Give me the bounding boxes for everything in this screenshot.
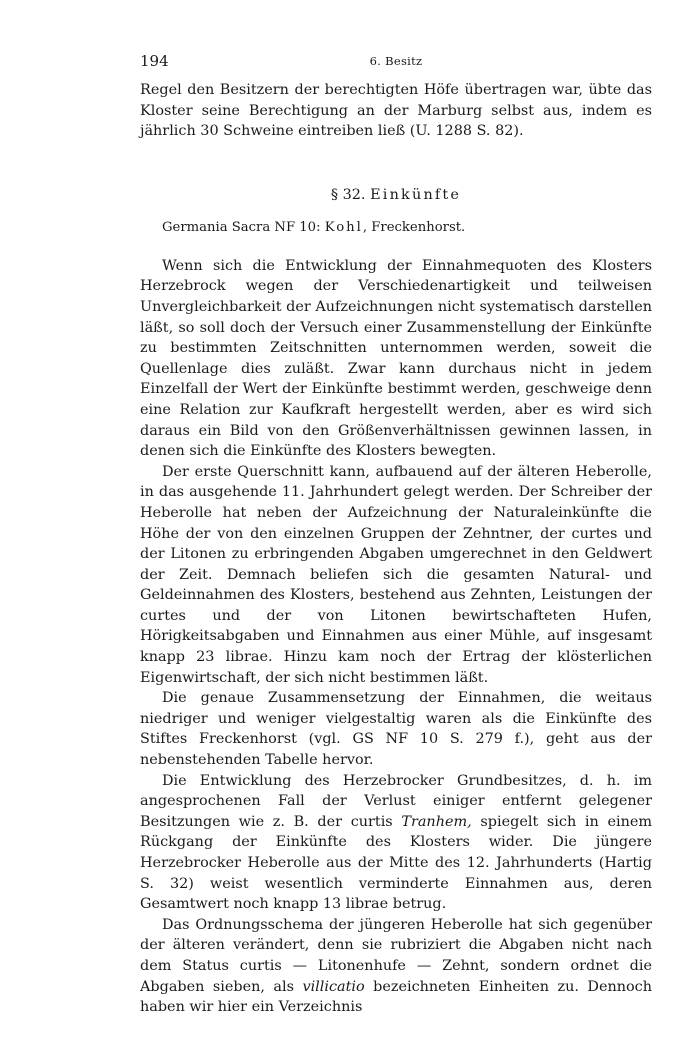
paragraph-5-text-b: bezeichneten Einheiten zu. Dennoch haben wir hier ein Verzeichnis [140, 978, 652, 1016]
continuation-paragraph: Regel den Besitzern der berechtigten Höfe übertragen war, übte das Kloster seine Berechtigung an der Marburg selbst aus, indem es jährlich 30 Schweine eintreiben ließ (U. 1288 S. 82). [140, 82, 652, 140]
page-number: 194 [140, 52, 169, 70]
paragraph-2: Der erste Querschnitt kann, aufbauend auf der älteren Heberolle, in das ausgehende 11. Jahrhundert gelegt werden. Der Schreiber der Heberolle hat neben der Aufzeichnung der Naturaleinkünfte die Höhe der von den einzelnen Gruppen der Zehntner, der curtes und der Litonen zu erbringenden Abgaben umgerechnet in den Geldwert der Zeit. Demnach beliefen sich die gesamten Natural- und Geldeinnahmen des Klosters, bestehend aus Zehnten, Leistungen der curtes und der von Litonen bewirtschafteten Hufen, Hörigkeitsabgaben und Einnahmen aus einer Mühle, auf insgesamt knapp 23 librae. Hinzu kam noch der Ertrag der klösterlichen Eigenwirtschaft, der sich nicht bestimmen läßt. [140, 463, 652, 686]
paragraph-5 [140, 915, 652, 1018]
paragraph-5-text-a: Das Ordnungsschema der jüngeren Heberolle hat sich gegenüber der älteren verändert, denn sie rubriziert die Abgaben nicht nach dem Status curtis — Litonenhufe — Zehnt, sondern ordnet die Abgaben sieben, als [140, 916, 652, 995]
paragraph-4-text-a: Die Entwicklung des Herzebrocker Grundbesitzes, d. h. im angesprochenen Fall der Verlust einiger entfernt gelegener Besitzungen wie z. B. der curtis [140, 772, 652, 830]
section-title: Einkünfte [370, 186, 462, 203]
paragraph-4-text-b: spiegelt sich in einem Rückgang der Einkünfte des Klosters wider. Die jüngere Herzebrocker Heberolle aus der Mitte des 12. Jahrhunderts (Hartig S. 32) weist wesentlich verminderte Einnahmen aus, deren Gesamtwert noch knapp 13 librae betrug. [140, 813, 652, 913]
reference-prefix: Germania Sacra NF 10: [162, 219, 321, 235]
paragraph-4 [140, 771, 652, 915]
paragraph-1: Wenn sich die Entwicklung der Einnahmequoten des Klosters Herzebrock wegen der Verschiedenartigkeit und teilweisen Unvergleichbarkeit der Aufzeichnungen nicht systematisch darstellen läßt, so soll doch der Versuch einer Zusammenstellung der Einkünfte zu bestimmten Zeitschnitten unternommen werden, soweit die Quellenlage dies zuläßt. Zwar kann durchaus nicht in jedem Einzelfall der Wert der Einkünfte bestimmt werden, geschweige denn eine Relation zur Kaufkraft hergestellt werden, aber es wird sich daraus ein Bild von den Größenverhältnissen gewinnen lassen, in denen sich die Einkünfte des Klosters bewegten. [140, 257, 652, 460]
running-head: 6. Besitz [369, 54, 423, 68]
reference-author: Kohl [324, 219, 363, 235]
literature-reference [162, 218, 652, 237]
book-page [140, 52, 652, 1018]
paragraph-3: Die genaue Zusammensetzung der Einnahmen, die weitaus niedriger und weniger vielgestaltig waren als die Einkünfte des Stiftes Freckenhorst (vgl. GS NF 10 S. 279 f.), geht aus der nebenstehenden Tabelle hervor. [140, 690, 652, 769]
section-number: § 32. [330, 186, 366, 203]
reference-suffix: , Freckenhorst. [362, 219, 466, 235]
term-villicatio: villicatio [302, 978, 365, 995]
place-name-tranhem: Tranhem, [401, 813, 472, 830]
section-heading [140, 185, 652, 205]
page-header [140, 52, 652, 74]
